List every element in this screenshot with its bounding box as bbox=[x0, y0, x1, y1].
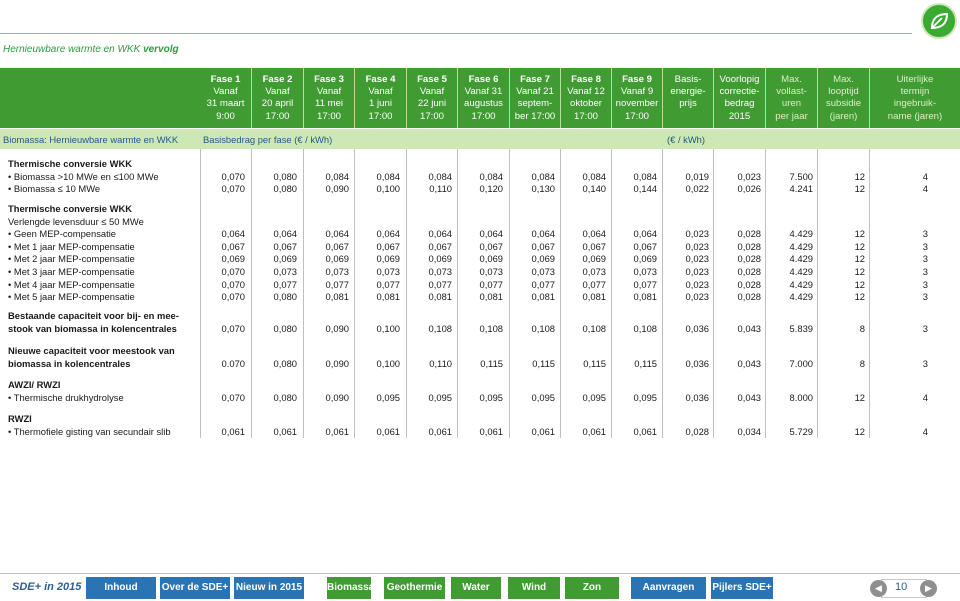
column-header-line: 17:00 bbox=[573, 110, 598, 122]
table-cell: 0,064 bbox=[633, 228, 657, 240]
table-cell: 0,080 bbox=[273, 357, 297, 369]
table-cell: 0,095 bbox=[531, 391, 555, 403]
column-header-line: Vanaf bbox=[316, 86, 342, 98]
table-cell: 4.429 bbox=[789, 228, 813, 240]
table-cell: 8 bbox=[859, 322, 865, 334]
table-cell: 0,061 bbox=[325, 425, 349, 437]
chevron-left-icon[interactable]: ◀ bbox=[870, 580, 887, 597]
row-label: • Geen MEP-compensatie bbox=[8, 228, 117, 240]
table-cell: 12 bbox=[854, 278, 865, 290]
table-row bbox=[0, 279, 960, 292]
column-header-12 bbox=[765, 68, 817, 128]
table-cell: 0,061 bbox=[479, 425, 503, 437]
column-header-9 bbox=[611, 68, 662, 128]
table-cell: 0,095 bbox=[582, 391, 606, 403]
table-cell: 0,080 bbox=[273, 170, 297, 182]
table-cell: 0,108 bbox=[428, 322, 452, 334]
table-cell: 0,110 bbox=[429, 183, 452, 195]
column-header-line: Fase 1 bbox=[210, 74, 241, 85]
column-header-line: 20 april bbox=[261, 98, 294, 110]
table-cell: 12 bbox=[854, 253, 865, 265]
table-cell: 0,084 bbox=[325, 170, 349, 182]
group-heading: Bestaande capaciteit voor bij- en mee- bbox=[8, 310, 179, 321]
table-cell: 0,028 bbox=[737, 253, 761, 265]
table-cell: 0,064 bbox=[582, 228, 606, 240]
column-header-line: Uiterlijke bbox=[896, 74, 934, 85]
table-cell: 0,043 bbox=[737, 357, 761, 369]
table-cell: 0,080 bbox=[273, 291, 297, 303]
table-cell: 0,070 bbox=[221, 278, 245, 290]
table-cell: 0,069 bbox=[273, 253, 297, 265]
table-cell: 0,067 bbox=[428, 240, 452, 252]
table-cell: 4.429 bbox=[789, 291, 813, 303]
nav-button-wind[interactable]: Wind bbox=[508, 577, 560, 599]
table-cell: 0,095 bbox=[479, 391, 503, 403]
table-cell: 0,095 bbox=[428, 391, 452, 403]
column-header-4 bbox=[354, 68, 406, 128]
column-header-line: correctie- bbox=[719, 86, 760, 98]
column-header-line: Basis- bbox=[674, 74, 702, 85]
category-header bbox=[0, 129, 960, 149]
table-cell: 0,108 bbox=[633, 322, 657, 334]
column-header-line: (jaren) bbox=[829, 110, 858, 122]
table-cell: 0,026 bbox=[737, 183, 761, 195]
table-cell: 0,081 bbox=[325, 291, 349, 303]
table-row bbox=[0, 266, 960, 279]
table-cell: 4.241 bbox=[789, 183, 813, 195]
table-cell: 0,069 bbox=[221, 253, 245, 265]
column-header-line: Vanaf bbox=[419, 86, 445, 98]
table-cell: 0,073 bbox=[273, 266, 297, 277]
table-cell: 0,061 bbox=[376, 425, 400, 437]
table-cell: 12 bbox=[854, 425, 865, 437]
table-cell: 0,064 bbox=[221, 228, 245, 240]
column-header-line: septem- bbox=[517, 98, 553, 110]
group-heading: RWZI bbox=[8, 413, 32, 424]
table-cell: 0,036 bbox=[685, 357, 709, 369]
column-header-line: ingebruik- bbox=[893, 98, 937, 110]
table-cell: 0,069 bbox=[428, 253, 452, 265]
nav-button-geothermie[interactable]: Geothermie bbox=[384, 577, 445, 599]
leaf-logo-icon bbox=[921, 3, 957, 39]
table-cell: 0,115 bbox=[532, 357, 555, 369]
table-cell: 12 bbox=[854, 291, 865, 303]
table-cell: 0,028 bbox=[737, 266, 761, 277]
table-cell: 3 bbox=[922, 228, 928, 240]
table-cell: 0.070 bbox=[221, 357, 245, 369]
column-header-line: termijn bbox=[900, 86, 930, 98]
column-header-line: november bbox=[615, 98, 659, 110]
table-cell: 0,070 bbox=[221, 291, 245, 303]
table-cell: 4.429 bbox=[789, 266, 813, 277]
table-cell: 0,073 bbox=[376, 266, 400, 277]
table-cell: 12 bbox=[854, 170, 865, 182]
column-header-line: 9:00 bbox=[216, 110, 235, 122]
table-row bbox=[0, 291, 960, 304]
table-cell: 4 bbox=[922, 170, 928, 182]
table-cell: 0,069 bbox=[479, 253, 503, 265]
column-header-line: oktober bbox=[570, 98, 602, 110]
row-label: • Met 3 jaar MEP-compensatie bbox=[8, 266, 135, 277]
table-cell: 0,080 bbox=[273, 322, 297, 334]
column-header-line: 22 juni bbox=[417, 98, 447, 110]
table-cell: 0,081 bbox=[376, 291, 400, 303]
column-header-11 bbox=[713, 68, 765, 128]
column-header-line: subsidie bbox=[825, 98, 862, 110]
table-cell: 0,081 bbox=[428, 291, 452, 303]
table-cell: 0,023 bbox=[685, 228, 709, 240]
table-cell: 0,115 bbox=[583, 357, 606, 369]
table-cell: 0,130 bbox=[531, 183, 555, 195]
column-header-line: Fase 4 bbox=[365, 74, 396, 85]
column-header-line: augustus bbox=[464, 98, 503, 110]
column-header-line: looptijd bbox=[828, 86, 859, 98]
section-title-main: Hernieuwbare warmte en WKK bbox=[3, 44, 141, 55]
column-header-line: Vanaf 9 bbox=[620, 86, 654, 98]
table-cell: 0,067 bbox=[376, 240, 400, 252]
table-cell: 0,069 bbox=[633, 253, 657, 265]
table-cell: 0,070 bbox=[221, 322, 245, 334]
table-cell: 3 bbox=[922, 357, 928, 369]
table-cell: 0,077 bbox=[376, 278, 400, 290]
table-cell: 0,036 bbox=[685, 322, 709, 334]
nav-button-pijlers-sde[interactable]: Pijlers SDE+ bbox=[711, 577, 773, 599]
table-cell: 0,069 bbox=[376, 253, 400, 265]
nav-button-nieuw-in-2015[interactable]: Nieuw in 2015 bbox=[234, 577, 304, 599]
table-cell: 0,061 bbox=[531, 425, 555, 437]
column-header-line: 17:00 bbox=[368, 110, 393, 122]
table-row bbox=[0, 171, 960, 184]
category-label: Biomassa: Hernieuwbare warmte en WKK bbox=[3, 134, 179, 145]
table-cell: 0,073 bbox=[325, 266, 349, 277]
nav-button-biomassa[interactable]: Biomassa bbox=[327, 577, 371, 599]
column-header-7 bbox=[509, 68, 560, 128]
table-row bbox=[0, 392, 960, 405]
column-header-line: Vanaf 12 bbox=[567, 86, 605, 98]
table-cell: 0,100 bbox=[376, 183, 400, 195]
row-label: • Met 2 jaar MEP-compensatie bbox=[8, 253, 135, 265]
table-cell: 0,061 bbox=[582, 425, 606, 437]
table-row bbox=[0, 358, 960, 371]
table-cell: 0,081 bbox=[582, 291, 606, 303]
table-cell: 0,070 bbox=[221, 183, 245, 195]
table-row bbox=[0, 228, 960, 241]
table-cell: 5.729 bbox=[789, 425, 813, 437]
column-header-line: Vanaf 21 bbox=[516, 86, 554, 98]
table-cell: 0,064 bbox=[531, 228, 555, 240]
table-cell: 0,073 bbox=[531, 266, 555, 277]
table-cell: 0,023 bbox=[685, 278, 709, 290]
table-cell: 4 bbox=[922, 425, 928, 437]
table-cell: 3 bbox=[922, 322, 928, 334]
table-cell: 12 bbox=[854, 266, 865, 277]
column-header-line: Fase 5 bbox=[417, 74, 447, 85]
top-rule bbox=[0, 33, 912, 34]
column-header-3 bbox=[303, 68, 354, 128]
column-header-line: 17:00 bbox=[316, 110, 341, 122]
table-cell: 0,090 bbox=[325, 357, 349, 369]
column-header-line: vollast- bbox=[776, 86, 807, 98]
table-cell: 0,070 bbox=[221, 266, 245, 277]
column-header-line: Max. bbox=[833, 74, 854, 85]
group-heading: biomassa in kolencentrales bbox=[8, 357, 131, 369]
table-cell: 0,084 bbox=[531, 170, 555, 182]
table-cell: 0,069 bbox=[582, 253, 606, 265]
table-cell: 0,023 bbox=[685, 240, 709, 252]
column-header-line: Vanaf bbox=[265, 86, 290, 98]
column-header-line: energie- bbox=[670, 86, 706, 98]
table-cell: 0,023 bbox=[685, 253, 709, 265]
table-cell: 0,061 bbox=[221, 425, 245, 437]
table-cell: 0,084 bbox=[479, 170, 503, 182]
table-cell: 0,090 bbox=[325, 183, 349, 195]
table-cell: 0,095 bbox=[376, 391, 400, 403]
table-cell: 0,120 bbox=[479, 183, 503, 195]
table-cell: 0,067 bbox=[221, 240, 245, 252]
table-cell: 3 bbox=[922, 291, 928, 303]
table-cell: 0,023 bbox=[685, 266, 709, 277]
table-cell: 0,067 bbox=[582, 240, 606, 252]
table-cell: 8 bbox=[859, 357, 865, 369]
table-cell: 0,090 bbox=[325, 322, 349, 334]
table-cell: 0,061 bbox=[428, 425, 452, 437]
table-row bbox=[0, 426, 960, 439]
column-header-line: Max. bbox=[781, 74, 802, 85]
row-label: • Met 5 jaar MEP-compensatie bbox=[8, 291, 135, 303]
row-label: • Thermische drukhydrolyse bbox=[8, 391, 124, 403]
table-cell: 0,036 bbox=[685, 391, 709, 403]
table-cell: 0,077 bbox=[325, 278, 349, 290]
table-cell: 5.839 bbox=[789, 322, 813, 334]
table-cell: 0,077 bbox=[633, 278, 657, 290]
table-cell: 0,061 bbox=[633, 425, 657, 437]
table-cell: 0,067 bbox=[479, 240, 503, 252]
table-cell: 0,115 bbox=[634, 357, 657, 369]
table-cell: 3 bbox=[922, 253, 928, 265]
row-label: • Biomassa >10 MWe en ≤100 MWe bbox=[8, 170, 159, 182]
column-header-line: Vanaf bbox=[213, 86, 238, 98]
row-label: • Met 1 jaar MEP-compensatie bbox=[8, 240, 135, 252]
table-cell: 4.429 bbox=[789, 278, 813, 290]
group-heading: Verlengde levensduur ≤ 50 MWe bbox=[8, 215, 144, 227]
table-cell: 3 bbox=[922, 266, 928, 277]
table-cell: 0,108 bbox=[582, 322, 606, 334]
column-header-line: Fase 7 bbox=[520, 74, 550, 85]
table-cell: 0,067 bbox=[273, 240, 297, 252]
column-header-13 bbox=[817, 68, 869, 128]
column-header-line: Fase 3 bbox=[314, 74, 344, 85]
column-header-6 bbox=[457, 68, 509, 128]
table-cell: 0,034 bbox=[737, 425, 761, 437]
table-cell: 0,080 bbox=[273, 183, 297, 195]
table-cell: 0,100 bbox=[376, 322, 400, 334]
footer-brand: SDE+ in 2015 bbox=[12, 581, 82, 593]
table-cell: 0,073 bbox=[428, 266, 452, 277]
table-cell: 0,023 bbox=[685, 291, 709, 303]
table-cell: 12 bbox=[854, 240, 865, 252]
table-cell: 0,073 bbox=[633, 266, 657, 277]
table-cell: 0,028 bbox=[737, 278, 761, 290]
column-header-14 bbox=[869, 68, 960, 128]
table-cell: 12 bbox=[854, 228, 865, 240]
column-header-line: 31 maart bbox=[206, 98, 245, 110]
row-label: • Thermofiele gisting van secundair slib bbox=[8, 425, 171, 437]
column-header-5 bbox=[406, 68, 457, 128]
table-cell: 12 bbox=[854, 391, 865, 403]
table-cell: 0,095 bbox=[633, 391, 657, 403]
table-cell: 0,081 bbox=[531, 291, 555, 303]
table-cell: 0,080 bbox=[273, 391, 297, 403]
table-cell: 0,067 bbox=[531, 240, 555, 252]
table-cell: 7.500 bbox=[789, 170, 813, 182]
table-cell: 0,081 bbox=[633, 291, 657, 303]
table-cell: 0,069 bbox=[325, 253, 349, 265]
table-row bbox=[0, 241, 960, 254]
column-header-line: Fase 2 bbox=[262, 74, 293, 85]
table-cell: 0,144 bbox=[633, 183, 657, 195]
group-heading: Nieuwe capaciteit voor meestook van bbox=[8, 345, 175, 356]
column-header-line: Voorlopig bbox=[719, 74, 760, 85]
table-cell: 7.000 bbox=[789, 357, 813, 369]
table-cell: 0,073 bbox=[582, 266, 606, 277]
table-cell: 0,022 bbox=[685, 183, 709, 195]
table-cell: 0,108 bbox=[479, 322, 503, 334]
column-header-line: name (jaren) bbox=[887, 110, 943, 122]
table-cell: 4 bbox=[922, 183, 928, 195]
table-cell: 0,100 bbox=[376, 357, 400, 369]
table-cell: 0,115 bbox=[480, 357, 503, 369]
table-cell: 0,043 bbox=[737, 391, 761, 403]
table-cell: 4 bbox=[922, 391, 928, 403]
column-header-line: bedrag bbox=[724, 98, 755, 110]
table-cell: 4.429 bbox=[789, 253, 813, 265]
group-heading: AWZI/ RWZI bbox=[8, 379, 61, 390]
row-label: • Biomassa ≤ 10 MWe bbox=[8, 183, 101, 195]
table-cell: 0,108 bbox=[531, 322, 555, 334]
footer-divider bbox=[0, 573, 960, 574]
table-cell: 0,070 bbox=[221, 170, 245, 182]
table-cell: 0,084 bbox=[428, 170, 452, 182]
table-cell: 0,043 bbox=[737, 322, 761, 334]
table-cell: 4.429 bbox=[789, 240, 813, 252]
table-cell: 0,140 bbox=[582, 183, 606, 195]
chevron-right-icon[interactable]: ▶ bbox=[920, 580, 937, 597]
column-header-line: per jaar bbox=[775, 110, 808, 122]
column-header-line: 17:00 bbox=[419, 110, 444, 122]
group-heading: Thermische conversie WKK bbox=[8, 203, 132, 214]
column-header-line: ber 17:00 bbox=[514, 110, 556, 122]
nav-button-water[interactable]: Water bbox=[451, 577, 501, 599]
column-header-line: 17:00 bbox=[624, 110, 649, 122]
table-cell: 0,081 bbox=[479, 291, 503, 303]
table-cell: 0,023 bbox=[737, 170, 761, 182]
table-cell: 0,064 bbox=[325, 228, 349, 240]
table-cell: 0,064 bbox=[376, 228, 400, 240]
column-header-line: uren bbox=[781, 98, 802, 110]
table-cell: 0,069 bbox=[531, 253, 555, 265]
table-cell: 0,070 bbox=[221, 391, 245, 403]
table-cell: 0,077 bbox=[582, 278, 606, 290]
table-cell: 0,064 bbox=[479, 228, 503, 240]
table-cell: 0,064 bbox=[428, 228, 452, 240]
table-row bbox=[0, 253, 960, 266]
column-header-line: Fase 6 bbox=[468, 74, 499, 85]
table-cell: 0,067 bbox=[325, 240, 349, 252]
table-cell: 0,064 bbox=[273, 228, 297, 240]
table-cell: 0,061 bbox=[273, 425, 297, 437]
table-cell: 0,019 bbox=[685, 170, 709, 182]
table-cell: 3 bbox=[922, 278, 928, 290]
table-cell: 0,067 bbox=[633, 240, 657, 252]
table-cell: 0,073 bbox=[479, 266, 503, 277]
page-number: 10 bbox=[895, 581, 908, 593]
table-cell: 0,077 bbox=[531, 278, 555, 290]
table-cell: 0,028 bbox=[685, 425, 709, 437]
table-cell: 0,084 bbox=[633, 170, 657, 182]
nav-button-inhoud[interactable]: Inhoud bbox=[86, 577, 156, 599]
group-heading: Thermische conversie WKK bbox=[8, 158, 132, 169]
table-cell: 0,090 bbox=[325, 391, 349, 403]
table-row bbox=[0, 183, 960, 196]
category-unit-left: Basisbedrag per fase (€ / kWh) bbox=[203, 134, 333, 145]
section-title bbox=[3, 44, 179, 55]
table-cell: 0,028 bbox=[737, 240, 761, 252]
nav-button-over-de-sde[interactable]: Over de SDE+ bbox=[160, 577, 230, 599]
column-header-line: prijs bbox=[679, 98, 697, 110]
category-unit-right: (€ / kWh) bbox=[667, 134, 706, 145]
table-cell: 0,077 bbox=[273, 278, 297, 290]
table-row bbox=[0, 323, 960, 336]
column-header-2 bbox=[251, 68, 303, 128]
nav-button-aanvragen[interactable]: Aanvragen bbox=[631, 577, 706, 599]
column-header-line: Vanaf 31 bbox=[464, 86, 503, 98]
table-cell: 0,077 bbox=[479, 278, 503, 290]
row-label: • Met 4 jaar MEP-compensatie bbox=[8, 278, 135, 290]
table-cell: 12 bbox=[854, 183, 865, 195]
table-cell: 0,028 bbox=[737, 228, 761, 240]
column-header-line: 11 mei bbox=[314, 98, 344, 110]
column-header-10 bbox=[662, 68, 713, 128]
column-header-1 bbox=[200, 68, 251, 128]
column-header-line: Fase 8 bbox=[571, 74, 601, 85]
table-cell: 0,084 bbox=[582, 170, 606, 182]
table-cell: 0,028 bbox=[737, 291, 761, 303]
group-heading: stook van biomassa in kolencentrales bbox=[8, 322, 177, 334]
column-header-line: 17:00 bbox=[265, 110, 290, 122]
column-header-line: Vanaf bbox=[368, 86, 393, 98]
table-cell: 8.000 bbox=[789, 391, 813, 403]
table-cell: 0,077 bbox=[428, 278, 452, 290]
column-header-line: 17:00 bbox=[471, 110, 496, 122]
column-header-line: 2015 bbox=[728, 110, 751, 122]
column-header-8 bbox=[560, 68, 611, 128]
column-header-line: 1 juni bbox=[369, 98, 392, 110]
column-header-line: Fase 9 bbox=[622, 74, 652, 85]
section-title-suffix: vervolg bbox=[143, 44, 179, 55]
table-cell: 3 bbox=[922, 240, 928, 252]
table-cell: 0,110 bbox=[429, 357, 452, 369]
table-cell: 0,084 bbox=[376, 170, 400, 182]
nav-button-zon[interactable]: Zon bbox=[565, 577, 619, 599]
